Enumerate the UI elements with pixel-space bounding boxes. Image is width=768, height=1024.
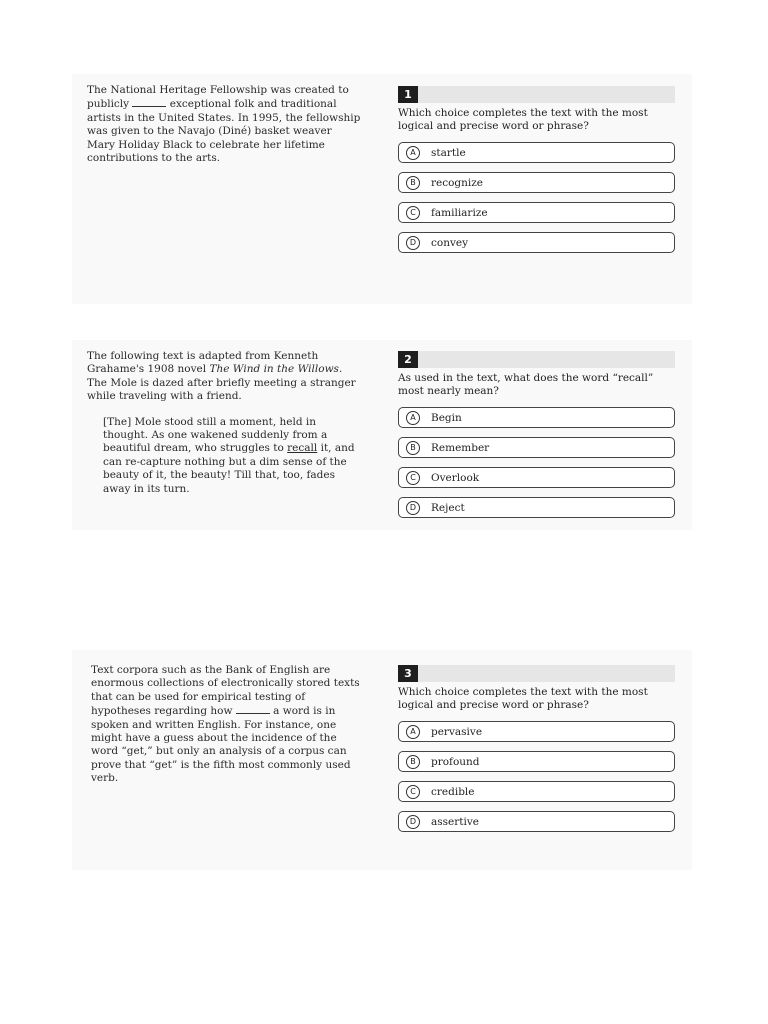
question-number: 3: [398, 665, 418, 682]
passage-text: Text corpora such as the Bank of English are enormous collections of electronically stored texts that can be used for empirical testing of hypotheses regarding how a word is in spoken and written English. For instance, one might have a guess about the incidence of the word “get,” but only an analysis of a corpus can prove that “get” is the fifth most commonly used verb.: [91, 664, 360, 785]
choice-b[interactable]: [398, 437, 675, 458]
choice-letter-c-icon: C: [406, 206, 420, 220]
choice-letter-b-icon: B: [406, 441, 420, 455]
book-title: The Wind in the Willows: [209, 363, 339, 376]
question-prompt: As used in the text, what does the word “recall” most nearly mean?: [398, 372, 654, 397]
choice-letter-a-icon: A: [406, 411, 420, 425]
choice-text: profound: [431, 756, 480, 768]
question-panel-3: [398, 665, 675, 832]
choice-c[interactable]: [398, 202, 675, 223]
question-number: 2: [398, 351, 418, 368]
choice-letter-b-icon: B: [406, 176, 420, 190]
choice-text: Overlook: [431, 472, 480, 484]
choice-c[interactable]: [398, 467, 675, 488]
choice-b[interactable]: [398, 751, 675, 772]
passage-1: [87, 84, 362, 165]
question-prompt: Which choice completes the text with the most logical and precise word or phrase?: [398, 686, 648, 711]
choice-d[interactable]: [398, 497, 675, 518]
question-card-1: [72, 74, 692, 304]
choice-letter-b-icon: B: [406, 755, 420, 769]
choice-text: Reject: [431, 502, 465, 514]
choice-letter-a-icon: A: [406, 146, 420, 160]
answer-blank: [236, 704, 270, 714]
passage-quote: [The] Mole stood still a moment, held in thought. As one wakened suddenly from a beautiful dream, who struggles to recall it, and can re-capture nothing but a dim sense of the beauty of it, the beauty! Till that, too, fades away in its turn.: [103, 415, 355, 495]
choice-letter-d-icon: D: [406, 815, 420, 829]
question-header-bar: [398, 665, 675, 682]
choice-a[interactable]: [398, 142, 675, 163]
choice-text: recognize: [431, 177, 484, 189]
choice-a[interactable]: [398, 721, 675, 742]
choice-a[interactable]: [398, 407, 675, 428]
question-header-bar: [398, 86, 675, 103]
choice-letter-c-icon: C: [406, 471, 420, 485]
choice-text: pervasive: [431, 726, 483, 738]
question-card-3: [72, 650, 692, 870]
choice-b[interactable]: [398, 172, 675, 193]
question-card-2: [72, 340, 692, 530]
underlined-word: recall: [287, 442, 318, 455]
choice-text: Remember: [431, 442, 490, 454]
passage-2: [87, 350, 362, 496]
choice-letter-d-icon: D: [406, 236, 420, 250]
choice-text: startle: [431, 147, 466, 159]
question-prompt: Which choice completes the text with the most logical and precise word or phrase?: [398, 107, 648, 132]
choice-c[interactable]: [398, 781, 675, 802]
choice-text: assertive: [431, 816, 479, 828]
choice-d[interactable]: [398, 232, 675, 253]
passage-3: [91, 664, 366, 786]
choice-text: credible: [431, 786, 475, 798]
question-panel-2: [398, 351, 675, 518]
choice-text: Begin: [431, 412, 462, 424]
question-header-bar: [398, 351, 675, 368]
answer-blank: [132, 97, 166, 107]
choice-text: convey: [431, 237, 469, 249]
passage-text: The National Heritage Fellowship was created to publicly exceptional folk and traditional artists in the United States. In 1995, the fellowship was given to the Navajo (Diné) basket weaver Mary Holiday Black to celebrate her lifetime contributions to the arts.: [87, 84, 361, 165]
choice-text: familiarize: [431, 207, 488, 219]
choice-letter-d-icon: D: [406, 501, 420, 515]
choice-letter-c-icon: C: [406, 785, 420, 799]
passage-intro: The following text is adapted from Kenneth Grahame's 1908 novel The Wind in the Willows. The Mole is dazed after briefly meeting a stranger while traveling with a friend.: [87, 350, 356, 403]
question-panel-1: [398, 86, 675, 253]
choice-letter-a-icon: A: [406, 725, 420, 739]
question-number: 1: [398, 86, 418, 103]
choice-d[interactable]: [398, 811, 675, 832]
